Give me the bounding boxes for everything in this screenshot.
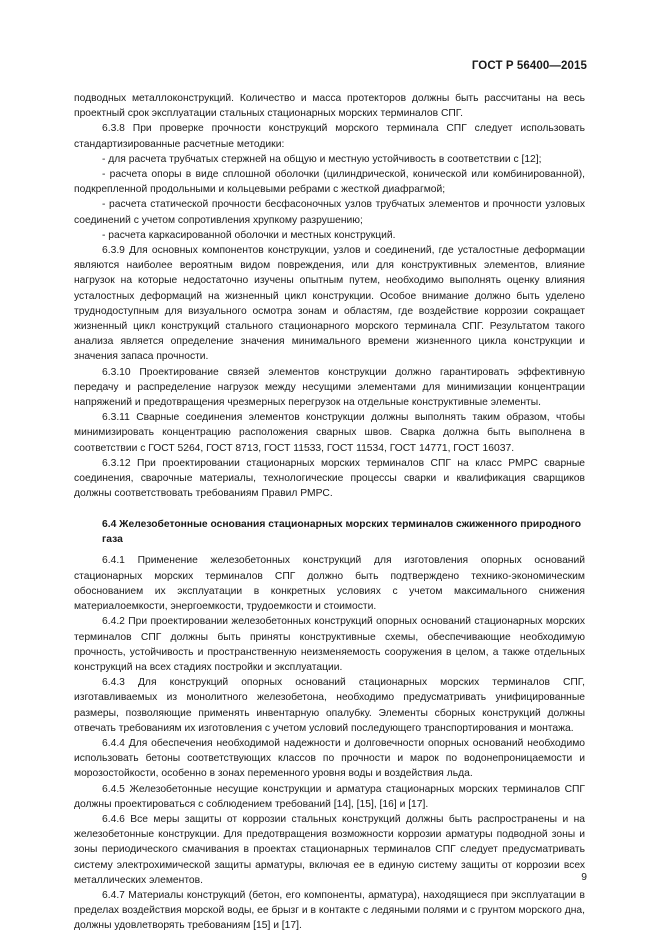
paragraph: 6.4.4 Для обеспечения необходимой надежности и долговечности опорных оснований необходимо использовать бетоны соответствующих классов по прочности и марок по водонепроницаемости и морозостойкости, особенно в зонах переменного уровня воды и воздействия льда. xyxy=(74,737,585,780)
page-number: 9 xyxy=(581,872,587,883)
paragraph: 6.3.12 При проектировании стационарных морских терминалов СПГ на класс РМРС сварные соединения, сварочные материалы, технологические процессы сварки и квалификация сварщиков должны соответствовать требованиям Правил РМРС. xyxy=(74,457,585,500)
list-item: - для расчета трубчатых стержней на общую и местную устойчивость в соответствии с [12]; xyxy=(102,153,542,165)
paragraph: 6.4.3 Для конструкций опорных оснований стационарных морских терминалов СПГ, изготавливаемых из монолитного железобетона, необходимо предусматривать унифицированные размеры, позволяющие применять инвентарную опалубку. Элементы сборных конструкций должны отвечать требованиям их изготовления с учетом условий последующего транспортирования и монтажа. xyxy=(74,677,585,734)
list-item: - расчета статической прочности бесфасоночных узлов трубчатых элементов и прочности узловых соединений с учетом сопротивления хрупкому разрушению; xyxy=(74,199,585,226)
paragraph: 6.4.5 Железобетонные несущие конструкции и арматура стационарных морских терминалов СПГ должны проектироваться с соблюдением требований [14], [15], [16] и [17]. xyxy=(74,783,585,810)
document-header-id: ГОСТ Р 56400—2015 xyxy=(471,60,587,72)
paragraph: 6.3.8 При проверке прочности конструкций морского терминала СПГ следует использовать стандартизированные расчетные методики: xyxy=(74,123,585,150)
paragraph: 6.4.1 Применение железобетонных конструкций для изготовления опорных оснований стационарных морских терминалов СПГ должно быть подтверждено технико-экономическим обоснованием их эксплуатации в конкретных условиях с учетом максимального снижения материалоемкости, энергоемкости, трудоемкости и стоимости. xyxy=(74,555,585,613)
paragraph: 6.3.9 Для основных компонентов конструкции, узлов и соединений, где усталостные деформации являются наиболее вероятным видом повреждения, или для конструктивных элементов, влияние нагрузок на которые недостаточно изучены опытным путем, необходимо выполнять оценку влияния усталостных деформаций на жизненный цикл конструкции. Особое внимание должно быть уделено труднодоступным для визуального осмотра зонам и областям, где воздействие коррозии сокращает жизненный цикл конструкций стального стационарного морского терминала СПГ. Результатом такого анализа является определение значения минимального времени жизненного цикла конструкции и значения запаса прочности. xyxy=(74,245,585,363)
paragraph: 6.4.7 Материалы конструкций (бетон, его компоненты, арматура), находящиеся при эксплуатации в пределах воздействия морской воды, ее брызг и в контакте с ледяными полями и с грунтом морского дна, должны удовлетворять требованиям [15] и [17]. xyxy=(74,889,585,932)
paragraph: 6.4.6 Все меры защиты от коррозии стальных конструкций должны быть распространены и на железобетонные конструкции. Для предотвращения возможности коррозии арматуры подводной зоны и зоны периодического смачивания в проектах стационарных терминалов СПГ следует предусматривать систему электрохимической защиты арматуры, включая ее в единую систему защиты от коррозии всех металлических элементов. xyxy=(74,813,585,886)
paragraph: 6.3.10 Проектирование связей элементов конструкции должно гарантировать эффективную передачу и распределение нагрузок между несущими элементами для минимизации концентрации напряжений и предотвращения чрезмерных перегрузок на отдельные конструктивные элементы. xyxy=(74,366,585,409)
paragraph: подводных металлоконструкций. Количество и масса протекторов должны быть рассчитаны на весь проектный срок эксплуатации стальных стационарных морских терминалов СПГ. xyxy=(74,93,585,120)
paragraph: 6.4.2 При проектировании железобетонных конструкций опорных оснований стационарных морских терминалов СПГ должны быть приняты конструктивные схемы, обеспечивающие необходимую прочность, устойчивость и пространственную неизменяемость сооружения в целом, а также отдельных конструкций на всех стадиях постройки и эксплуатации. xyxy=(74,616,585,673)
list-item: - расчета каркасированной оболочки и местных конструкций. xyxy=(102,229,396,241)
section-heading: 6.4 Железобетонные основания стационарных морских терминалов сжиженного природного газа xyxy=(102,519,582,546)
document-body xyxy=(74,91,585,934)
paragraph: 6.3.11 Сварные соединения элементов конструкции должны выполнять таким образом, чтобы минимизировать концентрацию расположения сварных швов. Сварка должна быть выполнена в соответствии с ГОСТ 5264, ГОСТ 8713, ГОСТ 11533, ГОСТ 11534, ГОСТ 14771, ГОСТ 16037. xyxy=(74,412,585,454)
list-item: - расчета опоры в виде сплошной оболочки (цилиндрической, конической или комбинированной), подкрепленной продольными и кольцевыми ребрами с жесткой диафрагмой; xyxy=(74,169,585,196)
